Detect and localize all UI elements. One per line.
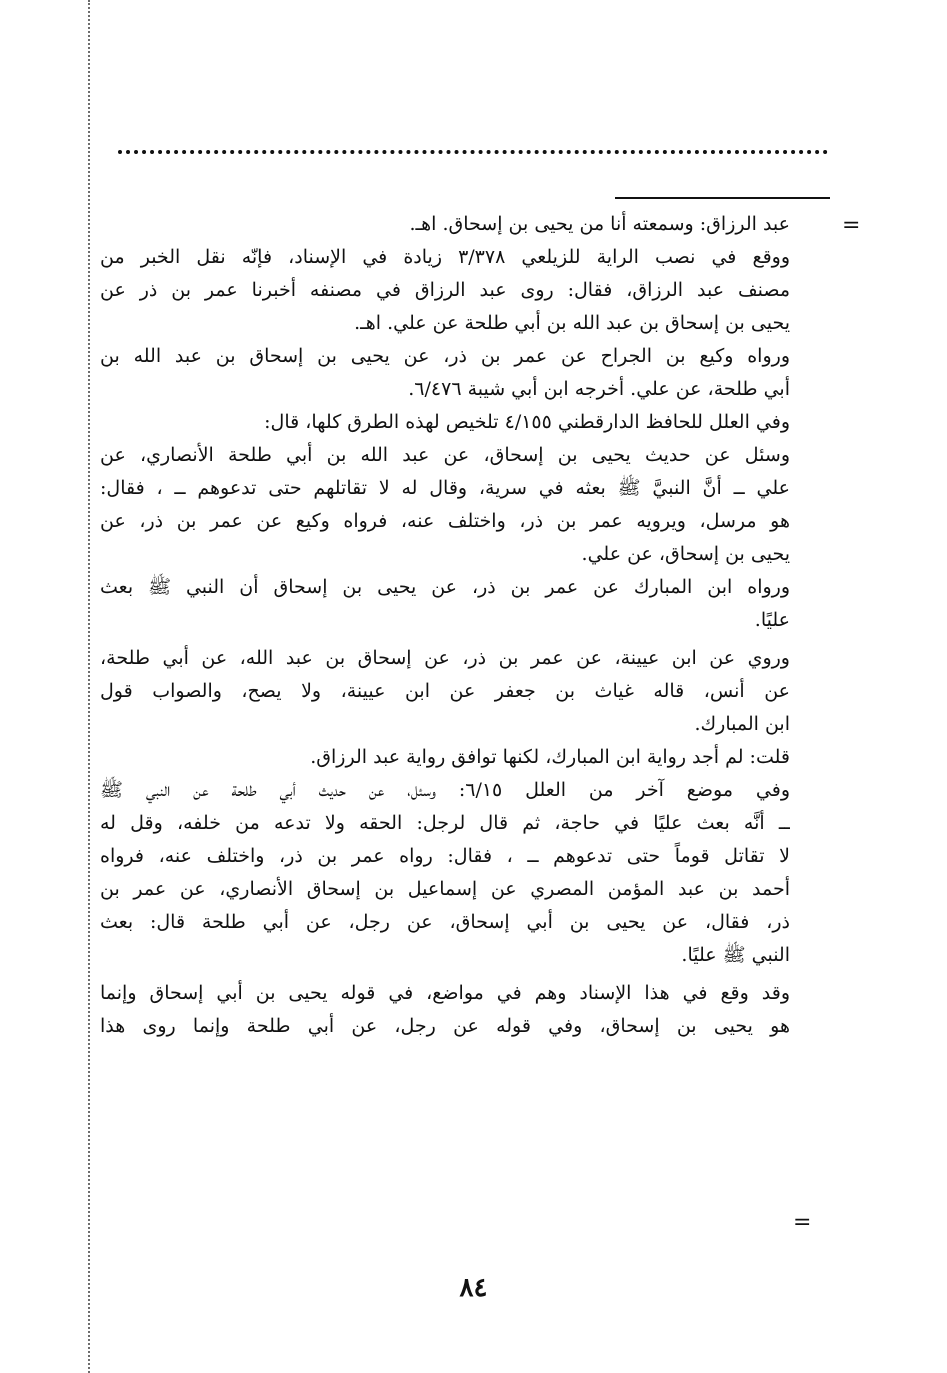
footnote-text — [100, 208, 790, 1043]
text-line: وفي العلل للحافظ الدارقطني ٤/١٥٥ تلخيص لهذه الطرق كلها، قال: — [264, 411, 790, 433]
text-line: ــ أنَّه بعث عليًا في حاجة، ثم قال لرجل: الحقه ولا تدعه من خلفه، وقل له — [100, 812, 790, 834]
gutter-dotted-line — [88, 0, 90, 1373]
text-line: هو يحيى بن إسحاق، وفي قوله عن رجل، عن أبي طلحة وإنما روى هذا — [100, 1015, 790, 1037]
text-line: ووقع في نصب الراية للزيلعي ٣/٣٧٨ زيادة في الإسناد، فإنّه نقل الخبر من — [100, 246, 790, 268]
text-line: وقد وقع في هذا الإسناد وهم في مواضع، في قوله يحيى بن أبي إسحاق وإنما — [100, 982, 790, 1004]
footnote-rule — [615, 197, 830, 199]
text-line: لا تقاتل قوماً حتى تدعوهم ــ ، فقال: رواه عمر بن ذر، واختلف عنه، فرواه — [100, 845, 790, 867]
continuation-mark-top: = — [842, 213, 861, 238]
page-number: ٨٤ — [459, 1273, 488, 1303]
text-line: وروي عن ابن عيينة، عن عمر بن ذر، عن إسحاق بن عبد الله، عن أبي طلحة، — [100, 647, 790, 669]
top-dotted-separator — [118, 150, 828, 154]
text-line: هو مرسل، ويرويه عمر بن ذر، واختلف عنه، فرواه وكيع عن عمر بن ذر، عن — [100, 510, 790, 532]
text-line: علي ــ أنَّ النبيَّ ﷺ بعثه في سرية، وقال له لا تقاتلهم حتى تدعوهم ــ ، فقال: — [100, 477, 790, 499]
text-line: مصنف عبد الرزاق، فقال: روى عبد الرزاق في مصنفه أخبرنا عمر بن ذر عن — [100, 279, 790, 301]
text-line: ذر، فقال، عن يحيى بن أبي إسحاق، عن رجل، عن أبي طلحة قال: بعث — [100, 911, 790, 933]
text-line: عن أنس، قاله غياث بن جعفر عن ابن عيينة، ولا يصح، والصواب قول — [100, 680, 790, 702]
text-line: ورواه وكيع بن الجراح عن عمر بن ذر، عن يحيى بن إسحاق بن عبد الله بن — [100, 345, 790, 367]
text-line: عليًا. — [754, 609, 790, 631]
text-line: النبي ﷺ عليًا. — [681, 944, 790, 966]
text-line: قلت: لم أجد رواية ابن المبارك، لكنها توافق رواية عبد الرزاق. — [310, 746, 790, 768]
text-line: ابن المبارك. — [694, 713, 790, 735]
text-line: وسئل عن حديث يحيى بن إسحاق، عن عبد الله بن أبي طلحة الأنصاري، عن — [100, 444, 790, 466]
text-line: ورواه ابن المبارك عن عمر بن ذر، عن يحيى بن إسحاق أن النبي ﷺ بعث — [100, 576, 790, 598]
text-line: يحيى بن إسحاق بن عبد الله بن أبي طلحة عن علي. اهـ. — [354, 312, 790, 334]
text-line: وفي موضع آخر من العلل ٦/١٥: وسئل، عن حديث أبي طلحة عن النبي ﷺ — [100, 779, 790, 801]
continuation-mark-bottom: = — [793, 1210, 812, 1235]
text-line: يحيى بن إسحاق، عن علي. — [581, 543, 790, 565]
text-line: أبي طلحة، عن علي. أخرجه ابن أبي شيبة ٦/٤٧٦. — [408, 378, 790, 400]
text-line: أحمد بن عبد المؤمن المصري عن إسماعيل بن إسحاق الأنصاري، عن عمر بن — [100, 878, 790, 900]
text-line: عبد الرزاق: وسمعته أنا من يحيى بن إسحاق. اهـ. — [409, 213, 790, 235]
